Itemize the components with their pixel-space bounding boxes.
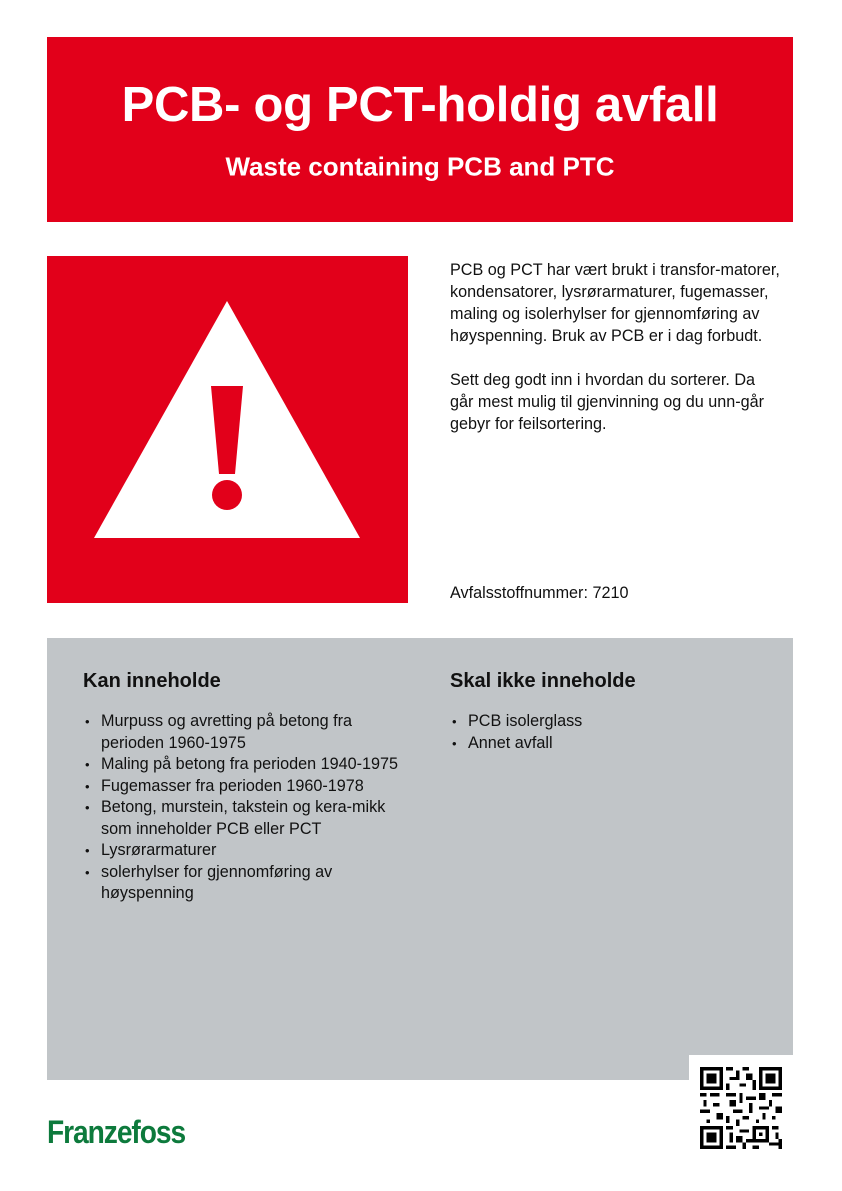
warning-panel xyxy=(47,256,408,603)
list-item: • Murpuss og avretting på betong fra perioden 1960-1975 xyxy=(83,711,403,754)
header-banner xyxy=(47,37,793,222)
can-contain-heading: Kan inneholde xyxy=(83,670,221,692)
list-item: • PCB isolerglass xyxy=(450,711,750,733)
list-item: • Betong, murstein, takstein og kera-mikk som inneholder PCB eller PCT xyxy=(83,797,403,840)
must-not-contain-heading: Skal ikke inneholde xyxy=(450,670,636,692)
list-item: • Lysrørarmaturer xyxy=(83,840,403,862)
intro-paragraph-1: PCB og PCT har vært brukt i transfor-matorer, kondensatorer, lysrørarmaturer, fugemasser, maling og isolerhylser for gjennomføring av høyspenning. Bruk av PCB er i dag forbudt. xyxy=(450,261,780,345)
can-contain-column xyxy=(83,670,403,905)
intro-paragraph-2: Sett deg godt inn i hvordan du sorterer. Da går mest mulig til gjenvinning og du unn-går gebyr for feilsortering. xyxy=(450,371,765,433)
can-contain-list xyxy=(83,711,403,905)
list-item: • Annet avfall xyxy=(450,733,750,755)
page-title: PCB- og PCT-holdig avfall xyxy=(121,78,719,132)
qr-code[interactable] xyxy=(689,1055,793,1159)
franzefoss-logo: Franzefoss xyxy=(47,1114,186,1150)
warning-triangle-icon xyxy=(47,256,408,603)
intro-text xyxy=(450,259,780,457)
list-item: • Fugemasser fra perioden 1960-1978 xyxy=(83,776,403,798)
contents-panel xyxy=(47,638,793,1080)
must-not-contain-column xyxy=(450,670,750,754)
list-item: • solerhylser for gjennomføring av høyspenning xyxy=(83,862,403,905)
qr-code-icon xyxy=(700,1067,782,1149)
waste-number: Avfalsstoffnummer: 7210 xyxy=(450,584,629,602)
page-subtitle: Waste containing PCB and PTC xyxy=(225,151,615,182)
list-item: • Maling på betong fra perioden 1940-1975 xyxy=(83,754,403,776)
must-not-contain-list xyxy=(450,711,750,754)
